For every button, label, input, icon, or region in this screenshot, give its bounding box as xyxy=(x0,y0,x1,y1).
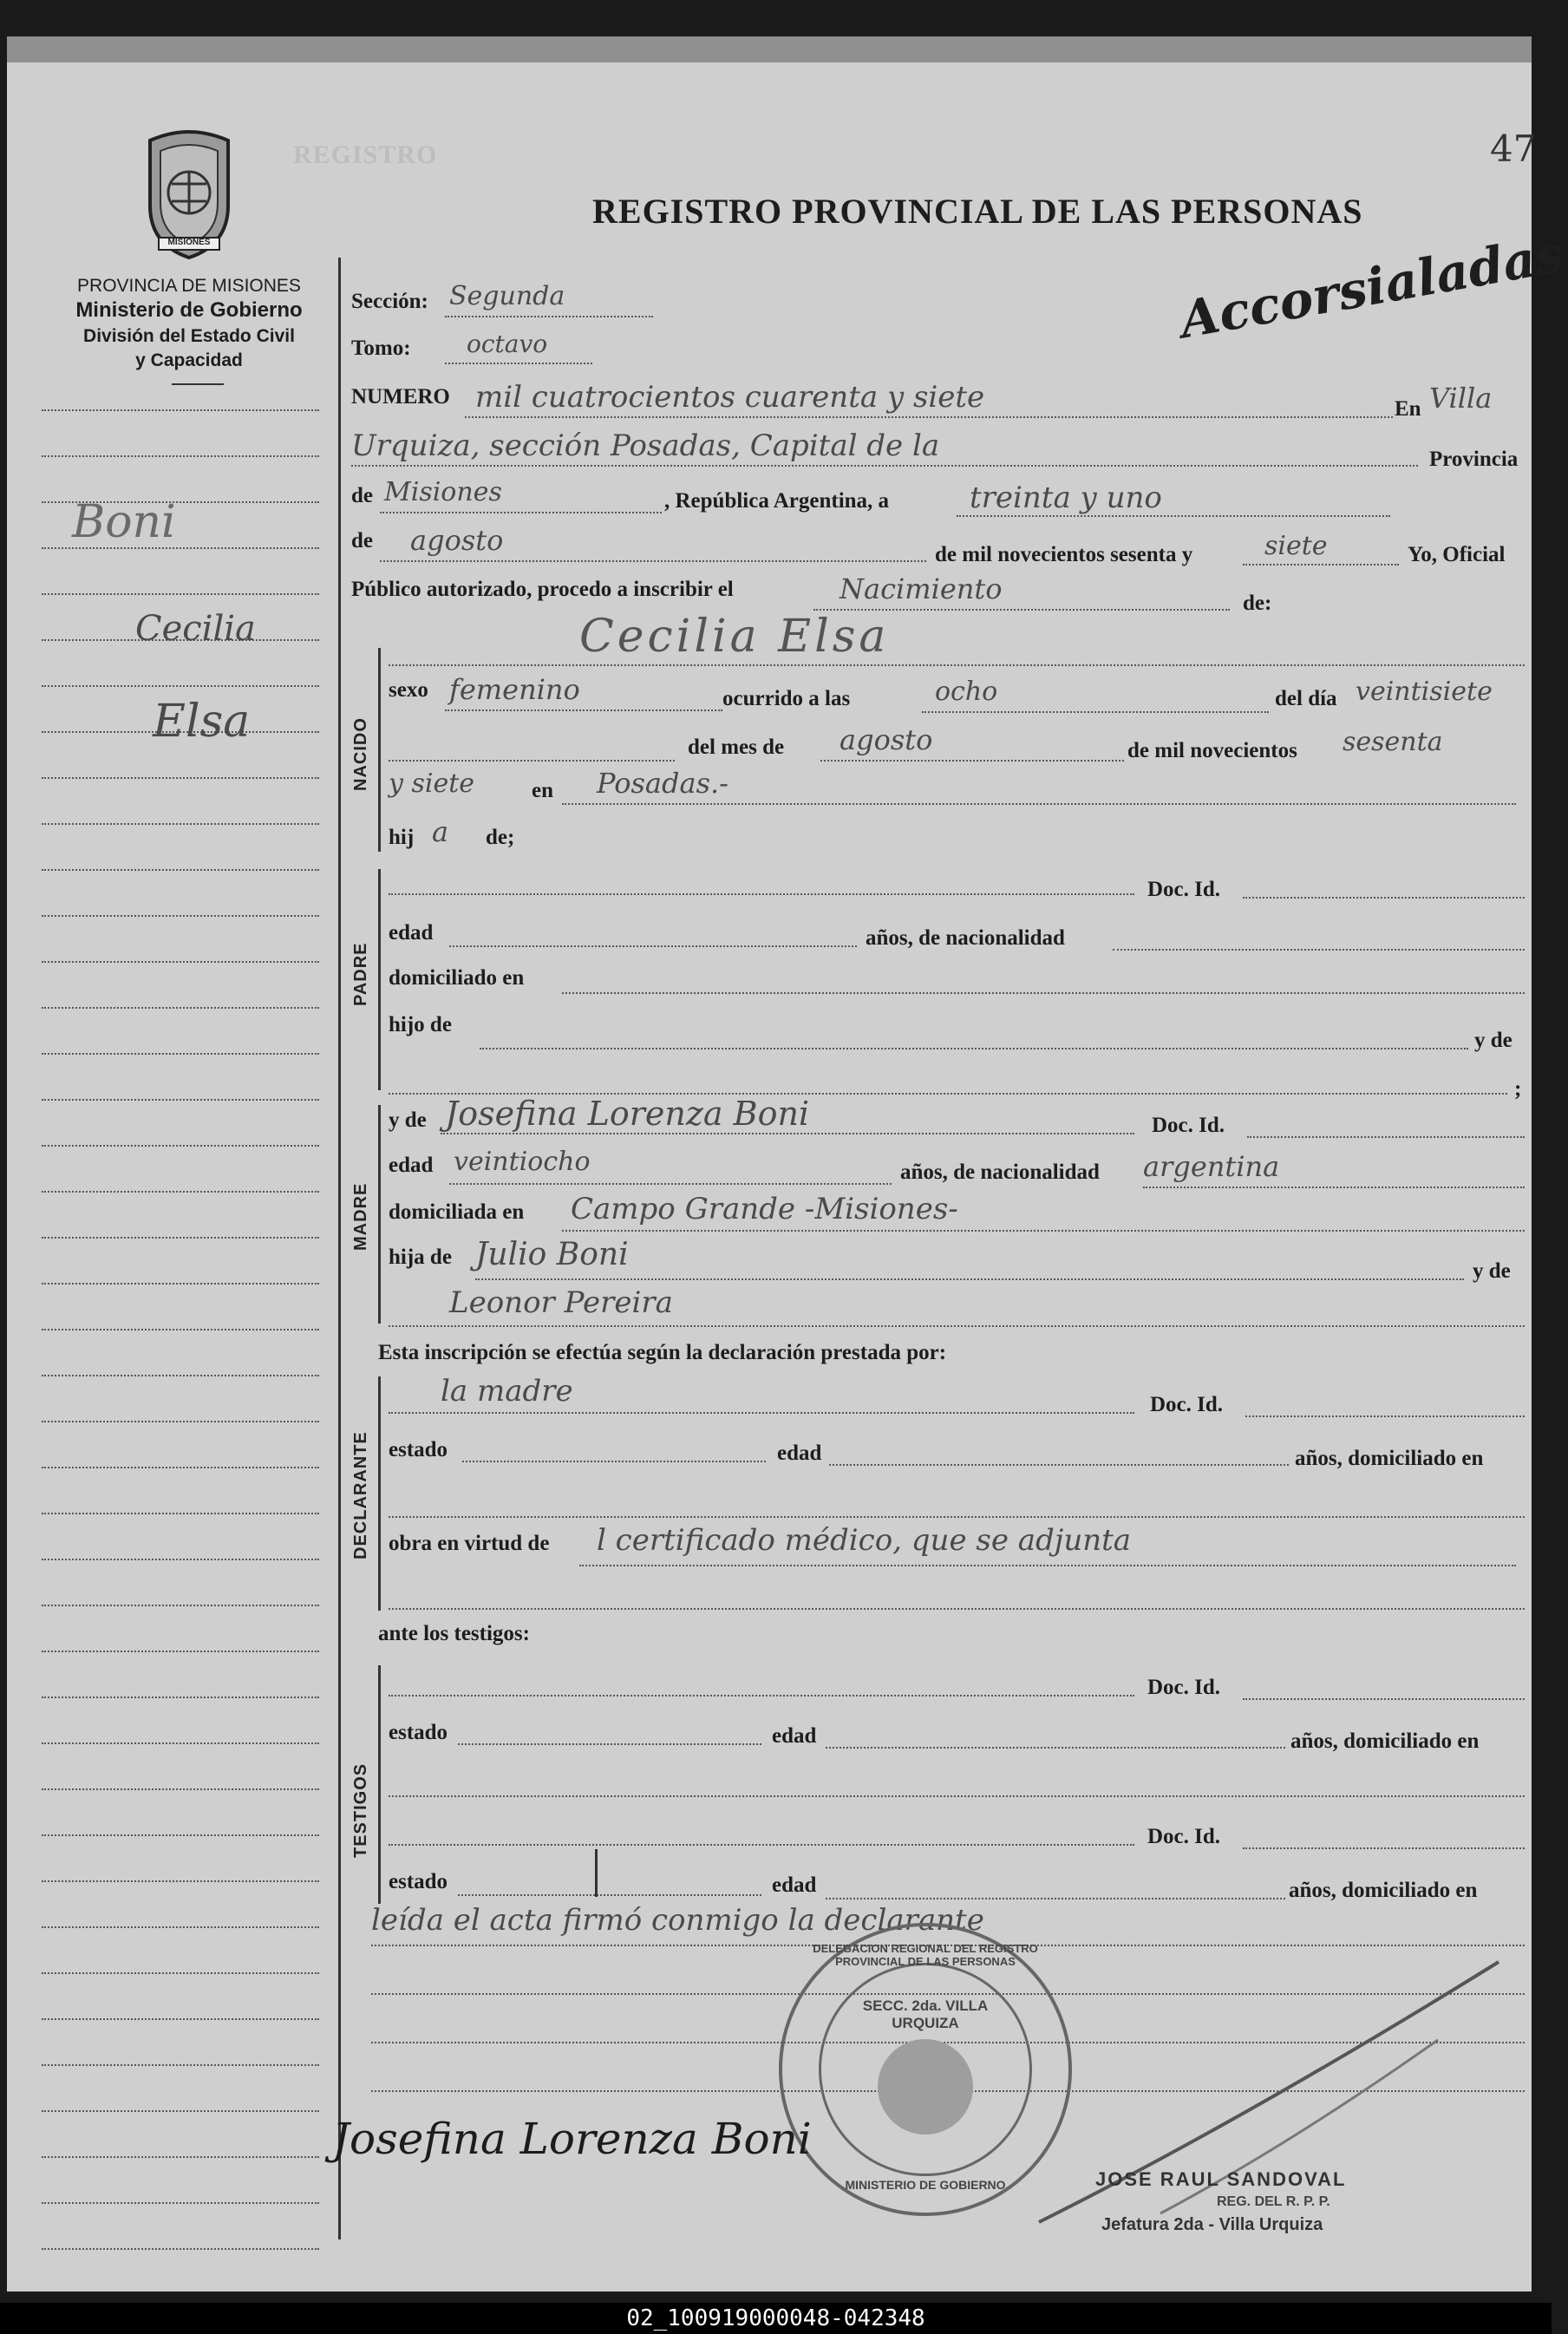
margin-rule-line xyxy=(42,409,319,411)
madre-nombre-line xyxy=(441,1133,1134,1134)
anio-label: de mil novecientos sesenta y xyxy=(935,543,1193,566)
testigo2-domicilio-label: años, domiciliado en xyxy=(1289,1879,1478,1902)
testigo2-doc-line xyxy=(1243,1847,1525,1849)
padre-domicilio-label: domiciliado en xyxy=(389,966,525,990)
page-number: 47 xyxy=(1490,127,1537,170)
testigo2-doc-label: Doc. Id. xyxy=(1147,1825,1221,1848)
obra-cont-line xyxy=(389,1608,1525,1610)
margin-rule-line xyxy=(42,1053,319,1055)
sexo-value: femenino xyxy=(449,673,580,706)
org-line-4: y Capacidad xyxy=(135,350,243,370)
margin-rule-line xyxy=(42,869,319,871)
org-line-3: División del Estado Civil xyxy=(83,326,295,346)
declarante-intro: Esta inscripción se efectúa según la declaración prestada por: xyxy=(378,1341,947,1364)
declarante-signature: Josefina Lorenza Boni xyxy=(332,2114,812,2164)
de-colon-label: de: xyxy=(1243,592,1272,615)
madre-hija-line xyxy=(475,1278,1464,1280)
obra-value: l certificado médico, que se adjunta xyxy=(597,1523,1132,1558)
margin-name-2: Elsa xyxy=(153,696,251,748)
testigos-intro: ante los testigos: xyxy=(378,1622,530,1645)
stamp-emblem xyxy=(878,2039,973,2135)
hij-value: a xyxy=(432,815,449,848)
padre-hijo-label: hijo de xyxy=(389,1013,452,1036)
fecha-line xyxy=(957,515,1390,517)
numero-label: NUMERO xyxy=(351,385,450,409)
margin-rule-line xyxy=(42,1467,319,1468)
testigo1-nombre-line xyxy=(389,1695,1134,1697)
declarante-estado-label: estado xyxy=(389,1438,448,1461)
registrar-signature: Accorsialadas xyxy=(1175,224,1568,350)
margin-rule-line xyxy=(42,1237,319,1239)
margin-rule-line xyxy=(42,1651,319,1652)
hora-line xyxy=(922,711,1269,713)
madre-nac-value: argentina xyxy=(1143,1150,1280,1183)
emblem-label: MISIONES xyxy=(167,238,211,247)
padre-edad-label: edad xyxy=(389,921,434,945)
madre-domicilio-label: domiciliada en xyxy=(389,1200,525,1224)
place-line xyxy=(351,465,1418,467)
provincia-label: Provincia xyxy=(1429,448,1519,471)
obra-label: obra en virtud de xyxy=(389,1532,550,1555)
margin-surname: Boni xyxy=(72,496,176,548)
margin-rule-line xyxy=(42,1972,319,1974)
margin-rule-line xyxy=(42,1329,319,1330)
margin-rule-line xyxy=(42,2248,319,2250)
margin-rule-line xyxy=(42,1007,319,1009)
anio-nac-label: de mil novecientos xyxy=(1127,739,1297,762)
testigo2-edad-line xyxy=(826,1898,1285,1899)
obra-line xyxy=(579,1565,1516,1566)
mes-nac-label: del mes de xyxy=(688,736,785,759)
margin-rule-line xyxy=(42,1926,319,1928)
ink-mark xyxy=(595,1849,598,1897)
madre-madre-value: Leonor Pereira xyxy=(449,1285,673,1320)
nombre-line xyxy=(389,664,1525,666)
testigo1-edad-line xyxy=(826,1747,1285,1749)
anio-nac-cont: y siete xyxy=(389,768,475,799)
padre-section-label: PADRE xyxy=(351,942,370,1006)
margin-divider xyxy=(338,258,341,2239)
margin-rule-line xyxy=(42,2110,319,2112)
testigo1-estado-label: estado xyxy=(389,1721,448,1744)
testigos-bracket xyxy=(378,1665,381,1904)
declarante-edad-label: edad xyxy=(777,1442,822,1465)
en-nac-label: en xyxy=(532,779,553,802)
binding-strip xyxy=(7,36,1532,62)
madre-nac-label: años, de nacionalidad xyxy=(900,1160,1100,1184)
provincia-value-line xyxy=(380,512,662,513)
oficial-label: Yo, Oficial xyxy=(1408,543,1506,566)
margin-rule-line xyxy=(42,1788,319,1790)
margin-rule-line xyxy=(42,1742,319,1744)
publico-label: Público autorizado, procedo a inscribir el xyxy=(351,578,734,601)
en-label: En xyxy=(1395,397,1421,421)
testigo1-edad-label: edad xyxy=(772,1724,817,1748)
testigo1-doc-line xyxy=(1243,1698,1525,1700)
page-title: REGISTRO PROVINCIAL DE LAS PERSONAS xyxy=(592,192,1363,231)
declarante-nombre-value: la madre xyxy=(441,1374,573,1409)
madre-doc-line xyxy=(1247,1136,1525,1138)
madre-yde-label: y de xyxy=(389,1108,427,1132)
margin-rule-line xyxy=(42,777,319,779)
declarante-section-label: DECLARANTE xyxy=(351,1431,370,1559)
tomo-line xyxy=(445,363,592,364)
de-label: de xyxy=(351,484,373,507)
seccion-label: Sección: xyxy=(351,290,428,313)
seccion-line xyxy=(445,316,653,317)
madre-domicilio-value: Campo Grande -Misiones- xyxy=(571,1192,958,1226)
declarante-domicilio-label: años, domiciliado en xyxy=(1295,1447,1484,1470)
fecha-dia: treinta y uno xyxy=(970,481,1162,515)
margin-rule-line xyxy=(42,1559,319,1560)
sexo-label: sexo xyxy=(389,678,428,702)
province-emblem xyxy=(141,123,237,262)
de-mes-label: de xyxy=(351,529,373,552)
official-stamp xyxy=(779,1923,1072,2216)
padre-nac-line xyxy=(1113,949,1525,951)
margin-rule-line xyxy=(42,593,319,595)
padre-hijo-line xyxy=(480,1048,1468,1049)
hij-label: hij xyxy=(389,826,415,849)
padre-bracket xyxy=(378,869,381,1090)
madre-edad-label: edad xyxy=(389,1154,434,1177)
mes-nac-value: agosto xyxy=(840,723,933,756)
margin-rule-line xyxy=(42,961,319,963)
padre-yde-label: y de xyxy=(1474,1029,1512,1052)
en-value: Villa xyxy=(1429,382,1493,415)
margin-rule-line xyxy=(42,455,319,457)
margin-rule-line xyxy=(42,1697,319,1698)
tomo-value: octavo xyxy=(467,330,548,358)
testigo1-domicilio-line xyxy=(389,1795,1525,1797)
madre-bracket xyxy=(378,1105,381,1324)
anio-value: siete xyxy=(1264,531,1328,561)
testigo1-domicilio-label: años, domiciliado en xyxy=(1290,1729,1480,1753)
document-sheet xyxy=(7,36,1568,2292)
anio-nac-value: sesenta xyxy=(1343,727,1443,757)
margin-name-1: Cecilia xyxy=(135,609,256,649)
dia-value: veintisiete xyxy=(1356,677,1493,707)
margin-rule-line xyxy=(42,823,319,825)
margin-rule-line xyxy=(42,1513,319,1514)
republica-label: , República Argentina, a xyxy=(664,489,890,513)
nacido-section-label: NACIDO xyxy=(351,717,370,791)
place-continuation: Urquiza, sección Posadas, Capital de la xyxy=(351,428,940,463)
declarante-edad-line xyxy=(829,1464,1289,1466)
declarante-nombre-line xyxy=(389,1412,1134,1414)
anio-line xyxy=(1243,564,1399,566)
margin-rule-line xyxy=(42,1375,319,1376)
padre-edad-line xyxy=(449,945,857,947)
madre-domicilio-line xyxy=(562,1230,1525,1232)
ocurrido-label: ocurrido a las xyxy=(722,687,851,710)
madre-nombre-value: Josefina Lorenza Boni xyxy=(445,1095,810,1133)
margin-rule-line xyxy=(42,1145,319,1147)
testigos-section-label: TESTIGOS xyxy=(351,1762,370,1858)
madre-nac-line xyxy=(1143,1187,1525,1188)
numero-value: mil cuatrocientos cuarenta y siete xyxy=(475,380,985,415)
margin-rule-line xyxy=(42,1880,319,1882)
nombre-value: Cecilia Elsa xyxy=(579,611,890,663)
padre-semicolon: ; xyxy=(1514,1077,1522,1101)
madre-edad-value: veintiocho xyxy=(454,1147,591,1177)
margin-rule-line xyxy=(42,1099,319,1101)
mes-value: agosto xyxy=(410,524,504,557)
testigo2-estado-label: estado xyxy=(389,1870,448,1893)
declarante-doc-label: Doc. Id. xyxy=(1150,1393,1224,1416)
numero-line xyxy=(465,416,1393,418)
testigo2-estado-line xyxy=(458,1894,761,1896)
provincia-value: Misiones xyxy=(384,477,502,507)
margin-rule-line xyxy=(42,685,319,687)
testigo1-estado-line xyxy=(458,1743,761,1745)
padre-domicilio-line xyxy=(562,992,1525,994)
official-place: Jefatura 2da - Villa Urquiza xyxy=(1101,2215,1323,2234)
acto-value: Nacimiento xyxy=(840,572,1003,605)
hora-value: ocho xyxy=(935,677,998,707)
declarante-bracket xyxy=(378,1376,381,1611)
margin-rule-line xyxy=(42,2064,319,2066)
nacido-bracket xyxy=(378,648,381,852)
stamp-inner-text: SECC. 2da. VILLA URQUIZA xyxy=(862,1997,989,2031)
image-id-footer: 02_100919000048-042348 xyxy=(0,2303,1552,2334)
org-line-2: Ministerio de Gobierno xyxy=(75,298,303,322)
padre-nombre-line xyxy=(389,893,1134,895)
lugar-value: Posadas.- xyxy=(597,767,728,800)
padre-doc-line xyxy=(1243,897,1525,899)
testigo1-doc-label: Doc. Id. xyxy=(1147,1676,1221,1699)
stamp-outer-text: DELEGACION REGIONAL DEL REGISTRO PROVINCIAL DE LAS PERSONAS xyxy=(813,1942,1038,1968)
declarante-domicilio-line xyxy=(389,1516,1525,1518)
official-title: REG. DEL R. P. P. xyxy=(1217,2194,1330,2209)
stamp-bottom-text: MINISTERIO DE GOBIERNO xyxy=(845,2178,1006,2192)
testigo2-edad-label: edad xyxy=(772,1873,817,1897)
madre-yde2-label: y de xyxy=(1473,1259,1511,1283)
org-rule xyxy=(172,383,224,385)
padre-doc-label: Doc. Id. xyxy=(1147,878,1221,901)
sexo-line xyxy=(445,709,722,711)
madre-padre-value: Julio Boni xyxy=(475,1237,629,1272)
del-dia-label: del día xyxy=(1275,687,1337,710)
dia-cont-line xyxy=(389,760,675,762)
declarante-doc-line xyxy=(1245,1415,1525,1417)
official-name: JOSE RAUL SANDOVAL xyxy=(1095,2168,1347,2190)
mes-line xyxy=(380,560,926,562)
margin-rule-line xyxy=(42,2018,319,2020)
bleed-through-text: REGISTRO xyxy=(293,141,438,169)
margin-rule-line xyxy=(42,2156,319,2158)
de-semicolon-label: de; xyxy=(486,826,515,849)
mes-nac-line xyxy=(820,760,1124,762)
padre-nac-label: años, de nacionalidad xyxy=(866,926,1065,950)
madre-doc-label: Doc. Id. xyxy=(1152,1114,1225,1137)
closing-statement: leída el acta firmó conmigo la declarante xyxy=(371,1903,984,1938)
madre-madre-line xyxy=(389,1325,1525,1327)
margin-rule-line xyxy=(42,1421,319,1422)
margin-rule-line xyxy=(42,1283,319,1285)
margin-rule-line xyxy=(42,1605,319,1606)
madre-section-label: MADRE xyxy=(351,1182,370,1251)
madre-hija-label: hija de xyxy=(389,1245,452,1269)
margin-rule-line xyxy=(42,1834,319,1836)
madre-edad-line xyxy=(449,1183,892,1185)
margin-rule-line xyxy=(42,2202,319,2204)
lugar-line xyxy=(562,803,1516,805)
declarante-estado-line xyxy=(462,1461,766,1462)
testigo2-nombre-line xyxy=(389,1844,1134,1846)
seccion-value: Segunda xyxy=(449,281,565,311)
tomo-label: Tomo: xyxy=(351,337,411,360)
margin-rule-line xyxy=(42,1191,319,1193)
margin-rule-line xyxy=(42,915,319,917)
org-line-1: PROVINCIA DE MISIONES xyxy=(77,276,301,296)
